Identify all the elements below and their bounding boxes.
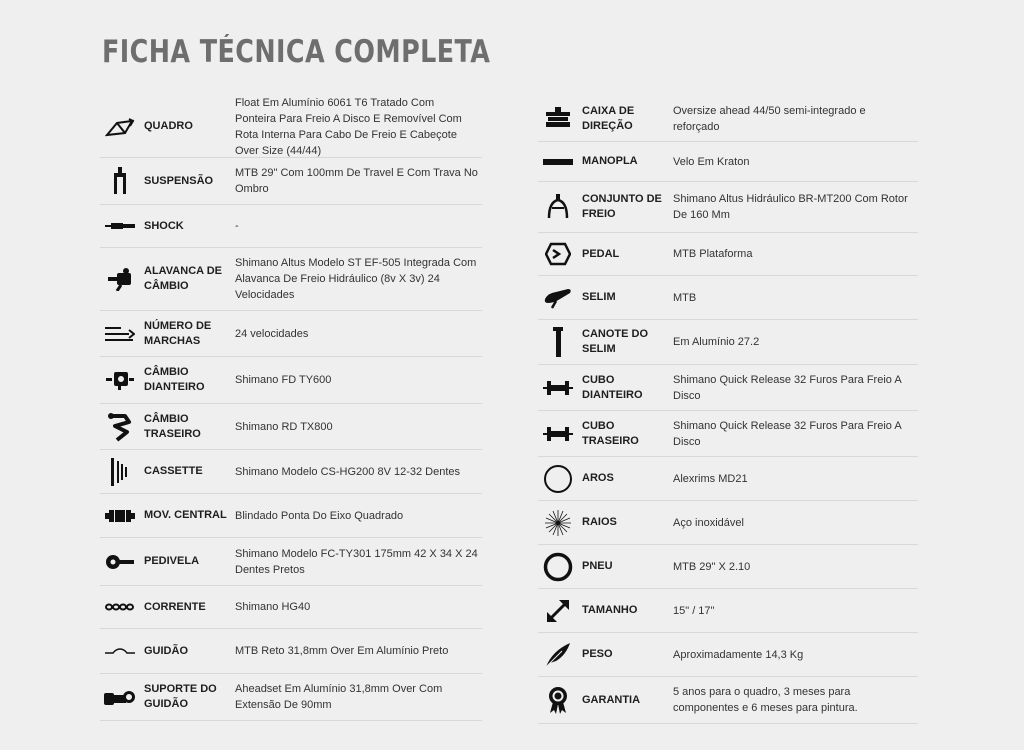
spec-value: MTB Plataforma bbox=[673, 248, 753, 260]
spec-label: RAIOS bbox=[582, 516, 617, 528]
weight-icon bbox=[538, 641, 578, 669]
spec-row-pedal bbox=[538, 233, 918, 276]
spec-label: TAMANHO bbox=[582, 604, 638, 616]
spec-value: 15" / 17" bbox=[673, 604, 715, 617]
spec-value: - bbox=[235, 220, 239, 232]
spec-row-suporte-guidao bbox=[100, 674, 482, 721]
spec-value: Shimano FD TY600 bbox=[235, 374, 332, 386]
brake-icon bbox=[538, 194, 578, 220]
spec-label: PEDAL bbox=[582, 247, 620, 260]
tire-icon bbox=[538, 552, 578, 582]
spec-value: Em Alumínio 27.2 bbox=[673, 336, 760, 348]
bottom-bracket-icon bbox=[100, 510, 140, 522]
spec-value: Float Em Alumínio 6061 T6 Tratado Com Ponteira Para Freio A Disco E Removível Com Rota Interna Para Cabo De Freio E Cabeçote Over Size (44/44) bbox=[235, 96, 462, 157]
page-title: FICHA TÉCNICA COMPLETA bbox=[102, 34, 491, 70]
spec-value: MTB 29" X 2.10 bbox=[673, 560, 751, 573]
spec-value: Aço inoxidável bbox=[673, 516, 744, 529]
spec-value: Shimano Quick Release 32 Furos Para Freio A Disco bbox=[673, 419, 902, 448]
spec-value: MTB Reto 31,8mm Over Em Alumínio Preto bbox=[235, 645, 449, 657]
spec-row-shock bbox=[100, 205, 482, 248]
front-derailleur-icon bbox=[100, 370, 140, 390]
spec-label: CONJUNTO DE FREIO bbox=[582, 193, 662, 220]
spec-label: GARANTIA bbox=[582, 693, 641, 706]
spec-row-quadro bbox=[100, 96, 482, 158]
saddle-icon bbox=[538, 287, 578, 309]
spec-label: SELIM bbox=[582, 291, 616, 303]
spec-label: PEDIVELA bbox=[144, 555, 200, 567]
spec-label: CUBO DIANTEIRO bbox=[582, 373, 643, 401]
spec-label: CORRENTE bbox=[144, 600, 206, 613]
spec-label: PESO bbox=[582, 648, 613, 660]
spec-value: Aproximadamente 14,3 Kg bbox=[673, 648, 804, 661]
spec-row-mov-central bbox=[100, 494, 482, 538]
spec-label: CASSETTE bbox=[144, 465, 203, 477]
spec-value: Velo Em Kraton bbox=[673, 155, 750, 168]
shock-icon bbox=[100, 222, 140, 230]
spec-value: Shimano Modelo FC-TY301 175mm 42 X 34 X 24 Dentes Pretos bbox=[235, 547, 478, 576]
spec-label: AROS bbox=[582, 472, 614, 484]
spec-label: CAIXA DE DIREÇÃO bbox=[582, 104, 635, 132]
spokes-icon bbox=[538, 509, 578, 537]
spec-value: Shimano Quick Release 32 Furos Para Freio A Disco bbox=[673, 373, 902, 402]
spec-row-caixa-direcao bbox=[538, 96, 918, 142]
spec-row-alavanca bbox=[100, 248, 482, 311]
spec-row-raios bbox=[538, 501, 918, 545]
spec-label: SUPORTE DO GUIDÃO bbox=[144, 683, 217, 710]
fork-icon bbox=[100, 167, 140, 195]
spec-label: GUIDÃO bbox=[144, 644, 188, 657]
spec-label: CÂMBIO DIANTEIRO bbox=[144, 366, 205, 393]
handlebar-icon bbox=[100, 646, 140, 656]
spec-label: NÚMERO DE MARCHAS bbox=[144, 319, 212, 347]
grip-icon bbox=[538, 159, 578, 165]
spec-row-peso bbox=[538, 633, 918, 677]
chain-icon bbox=[100, 603, 140, 611]
size-icon bbox=[538, 597, 578, 625]
spec-label: SUSPENSÃO bbox=[144, 174, 214, 187]
spec-label: MANOPLA bbox=[582, 155, 638, 167]
spec-label: SHOCK bbox=[144, 219, 184, 232]
crankset-icon bbox=[100, 553, 140, 571]
rim-icon bbox=[538, 464, 578, 494]
spec-row-cambio-traseiro bbox=[100, 404, 482, 450]
spec-row-guidao bbox=[100, 629, 482, 674]
spec-value: Oversize ahead 44/50 semi-integrado e reforçado bbox=[673, 104, 866, 133]
spec-label: PNEU bbox=[582, 560, 613, 572]
spec-value: Shimano HG40 bbox=[235, 601, 311, 613]
spec-label: QUADRO bbox=[144, 120, 193, 132]
spec-row-manopla bbox=[538, 142, 918, 182]
gears-icon bbox=[100, 326, 140, 342]
spec-row-canote bbox=[538, 320, 918, 365]
spec-label: MOV. CENTRAL bbox=[144, 509, 227, 521]
cassette-icon bbox=[100, 458, 140, 486]
spec-row-cambio-dianteiro bbox=[100, 357, 482, 404]
rear-hub-icon bbox=[538, 426, 578, 442]
stem-icon bbox=[100, 687, 140, 707]
spec-value: 5 anos para o quadro, 3 meses para componentes e 6 meses para pintura. bbox=[673, 686, 858, 714]
spec-value: MTB bbox=[673, 291, 697, 304]
spec-row-cassette bbox=[100, 450, 482, 494]
spec-column-right bbox=[538, 96, 918, 724]
spec-row-cubo-traseiro bbox=[538, 411, 918, 457]
spec-row-pedivela bbox=[100, 538, 482, 586]
spec-value: Shimano RD TX800 bbox=[235, 420, 333, 433]
spec-row-tamanho bbox=[538, 589, 918, 633]
spec-row-selim bbox=[538, 276, 918, 320]
spec-row-pneu bbox=[538, 545, 918, 589]
shifter-icon bbox=[100, 267, 140, 291]
spec-row-corrente bbox=[100, 586, 482, 629]
spec-label: CÂMBIO TRASEIRO bbox=[144, 412, 201, 440]
spec-value: Aheadset Em Alumínio 31,8mm Over Com Extensão De 90mm bbox=[235, 683, 443, 711]
frame-icon bbox=[100, 117, 140, 137]
pedal-icon bbox=[538, 242, 578, 266]
spec-value: Shimano Altus Hidráulico BR-MT200 Com Rotor De 160 Mm bbox=[673, 193, 908, 221]
rear-derailleur-icon bbox=[100, 412, 140, 442]
spec-value: Shimano Altus Modelo ST EF-505 Integrada Com Alavanca De Freio Hidráulico (8v X 3v) 24 Velocidades bbox=[235, 257, 477, 301]
headset-icon bbox=[538, 107, 578, 131]
spec-row-garantia bbox=[538, 677, 918, 724]
spec-value: 24 velocidades bbox=[235, 327, 309, 340]
seatpost-icon bbox=[538, 327, 578, 357]
spec-value: MTB 29" Com 100mm De Travel E Com Trava No Ombro bbox=[235, 167, 478, 195]
spec-row-aros bbox=[538, 457, 918, 501]
spec-value: Shimano Modelo CS-HG200 8V 12-32 Dentes bbox=[235, 465, 461, 478]
spec-value: Blindado Ponta Do Eixo Quadrado bbox=[235, 509, 404, 522]
spec-column-left bbox=[100, 96, 482, 721]
spec-label: ALAVANCA DE CÂMBIO bbox=[144, 265, 223, 292]
spec-row-cubo-dianteiro bbox=[538, 365, 918, 411]
spec-row-freio bbox=[538, 182, 918, 233]
spec-value: Alexrims MD21 bbox=[673, 472, 748, 485]
spec-label: CUBO TRASEIRO bbox=[582, 419, 639, 447]
spec-label: CANOTE DO SELIM bbox=[582, 328, 648, 355]
spec-row-suspensao bbox=[100, 158, 482, 205]
spec-row-marchas bbox=[100, 311, 482, 357]
warranty-icon bbox=[538, 686, 578, 714]
front-hub-icon bbox=[538, 380, 578, 396]
